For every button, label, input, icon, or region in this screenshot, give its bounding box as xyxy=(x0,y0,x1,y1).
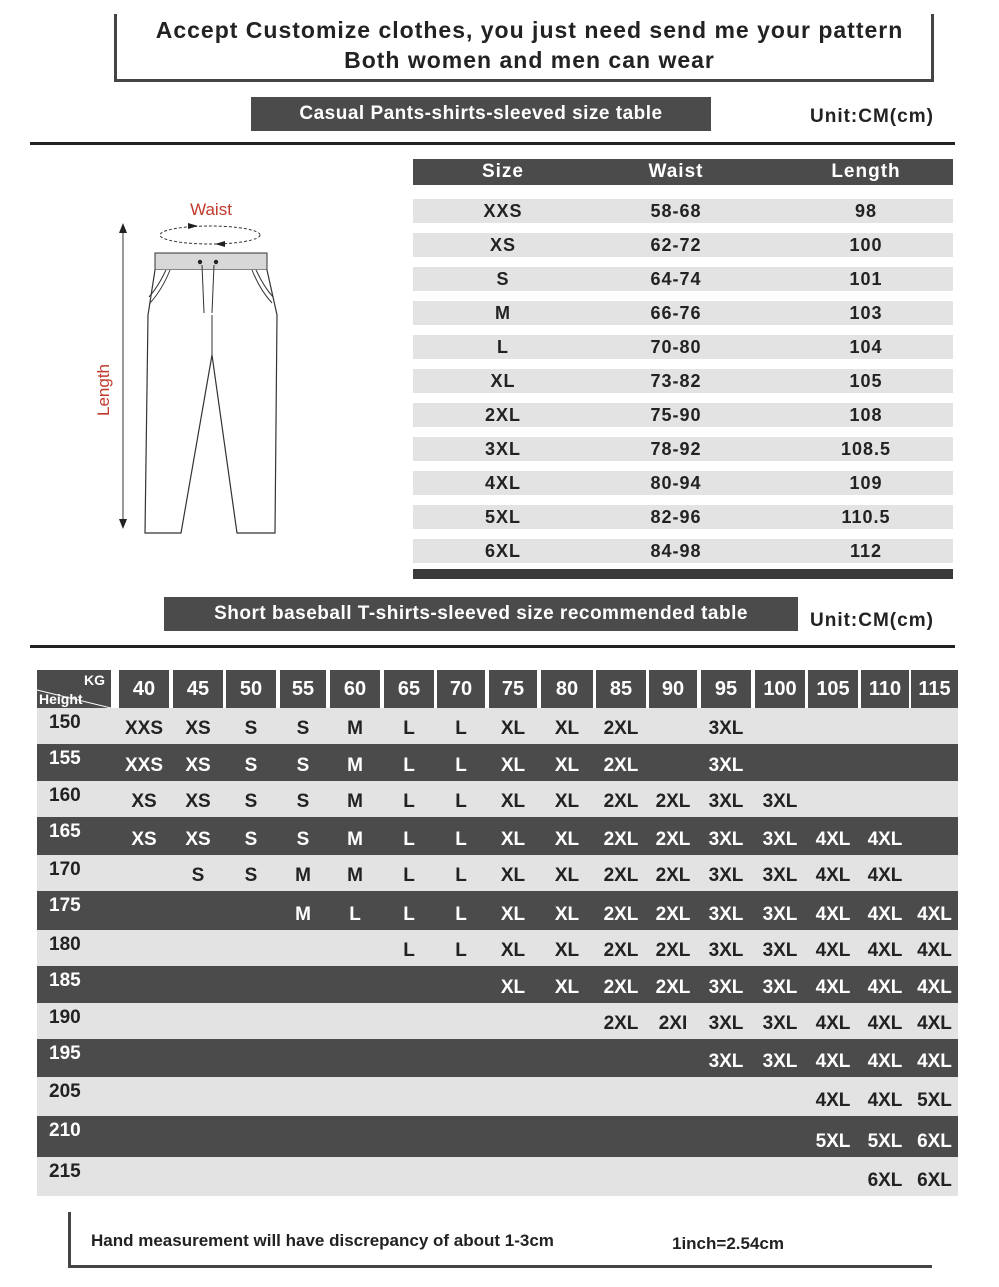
size-cell: 4XL xyxy=(867,1090,903,1111)
recommend-row xyxy=(37,891,958,930)
size-cell: 3XL xyxy=(708,865,744,886)
size-cell: M xyxy=(347,755,363,776)
size-cell: L xyxy=(403,791,415,812)
length-cell: 105 xyxy=(849,371,883,391)
size-cell: L xyxy=(403,940,415,961)
size-cell: 2XL xyxy=(655,904,691,925)
size-cell: 3XL xyxy=(708,940,744,961)
size-cell: 4XL xyxy=(815,1051,851,1072)
size-cell: 4XL xyxy=(917,1051,952,1072)
pants-table-row xyxy=(413,233,953,257)
size-cell: 4XL xyxy=(867,904,903,925)
size-cell: 3XL xyxy=(708,1051,744,1072)
weight-header: 40 xyxy=(119,670,169,708)
size-cell: XL xyxy=(500,829,526,850)
size-cell: 4XL xyxy=(815,940,851,961)
size-cell: 4XL xyxy=(917,977,952,998)
size-cell: XL xyxy=(500,940,526,961)
size-cell: XL xyxy=(554,791,580,812)
size-cell: 2XL xyxy=(603,865,639,886)
pants-table-row xyxy=(413,301,953,325)
size-cell: XXS xyxy=(124,718,164,739)
size-cell: 5XL xyxy=(815,1131,851,1152)
height-cell: 160 xyxy=(49,785,81,806)
size-cell: 4XL xyxy=(867,829,903,850)
pants-table-header xyxy=(413,159,953,185)
size-cell: S xyxy=(496,269,510,289)
size-cell: 3XL xyxy=(708,718,744,739)
recommend-row xyxy=(37,1157,958,1196)
height-cell: 170 xyxy=(49,859,81,880)
height-cell: 180 xyxy=(49,934,81,955)
size-cell: L xyxy=(349,904,361,925)
size-cell: XS xyxy=(185,829,211,850)
size-cell: M xyxy=(347,865,363,886)
recommend-row xyxy=(37,1003,958,1039)
recommend-row xyxy=(37,1039,958,1077)
size-cell: XL xyxy=(500,865,526,886)
size-cell: S xyxy=(244,829,258,850)
pants-table-row xyxy=(413,199,953,223)
weight-header: 105 xyxy=(808,670,858,708)
size-cell: 4XL xyxy=(867,865,903,886)
size-cell: 4XL xyxy=(917,1013,952,1034)
length-cell: 98 xyxy=(854,201,878,221)
waist-cell: 80-94 xyxy=(650,473,702,493)
weight-header: 55 xyxy=(280,670,326,708)
recommend-row xyxy=(37,930,958,966)
weight-header: 75 xyxy=(489,670,537,708)
pants-table-row xyxy=(413,369,953,393)
length-cell: 103 xyxy=(849,303,883,323)
weight-header: 65 xyxy=(384,670,434,708)
pants-table-row xyxy=(413,471,953,495)
size-cell: XS xyxy=(131,791,157,812)
corner-height: Height xyxy=(39,691,83,707)
size-cell: XXS xyxy=(483,201,523,221)
size-cell: 4XL xyxy=(867,977,903,998)
size-cell: S xyxy=(296,791,310,812)
waist-cell: 62-72 xyxy=(650,235,702,255)
col-length: Length xyxy=(831,161,901,182)
size-cell: S xyxy=(244,755,258,776)
size-cell: 4XL xyxy=(815,865,851,886)
header-line-2: Both women and men can wear xyxy=(344,47,715,73)
size-cell: L xyxy=(403,829,415,850)
height-cell: 165 xyxy=(49,821,81,842)
size-cell: XL xyxy=(554,904,580,925)
size-cell: 2XL xyxy=(603,829,639,850)
size-cell: 5XL xyxy=(917,1090,952,1111)
size-cell: 3XL xyxy=(762,977,798,998)
size-cell: 2XL xyxy=(603,791,639,812)
size-cell: XXS xyxy=(124,755,164,776)
size-cell: XL xyxy=(554,977,580,998)
size-cell: 3XL xyxy=(484,439,521,459)
waist-cell: 66-76 xyxy=(650,303,702,323)
size-cell: 4XL xyxy=(867,940,903,961)
size-cell: L xyxy=(455,865,467,886)
recommend-row xyxy=(37,744,958,781)
pants-table-banner: Casual Pants-shirts-sleeved size table xyxy=(251,97,711,131)
recommend-row xyxy=(37,855,958,891)
header-line-1: Accept Customize clothes, you just need send me your pattern xyxy=(155,17,904,43)
size-cell: XS xyxy=(185,718,211,739)
size-cell: S xyxy=(191,865,205,886)
size-cell: S xyxy=(296,755,310,776)
recommend-table-unit: Unit:CM(cm) xyxy=(810,610,934,631)
waist-cell: 64-74 xyxy=(650,269,702,289)
size-cell: 6XL xyxy=(867,1170,903,1191)
weight-header: 70 xyxy=(437,670,485,708)
size-cell: 2XL xyxy=(655,865,691,886)
size-cell: 2XL xyxy=(603,755,639,776)
size-cell: XL xyxy=(554,718,580,739)
recommend-table xyxy=(37,670,958,1196)
size-cell: XS xyxy=(185,755,211,776)
waist-cell: 82-96 xyxy=(650,507,702,527)
length-cell: 108 xyxy=(849,405,883,425)
pants-table-row xyxy=(413,437,953,461)
size-cell: 4XL xyxy=(815,829,851,850)
height-cell: 205 xyxy=(49,1081,81,1102)
height-cell: 195 xyxy=(49,1043,81,1064)
size-cell: 2XI xyxy=(658,1013,688,1034)
size-cell: XL xyxy=(554,829,580,850)
corner-kg: KG xyxy=(84,672,105,688)
pants-table-row xyxy=(413,267,953,291)
size-cell: L xyxy=(403,718,415,739)
size-cell: S xyxy=(244,718,258,739)
waist-cell: 70-80 xyxy=(650,337,702,357)
size-cell: XL xyxy=(554,755,580,776)
waist-cell: 58-68 xyxy=(650,201,702,221)
size-cell: 4XL xyxy=(484,473,521,493)
waist-cell: 73-82 xyxy=(650,371,702,391)
waist-cell: 78-92 xyxy=(650,439,702,459)
size-cell: 2XL xyxy=(603,718,639,739)
size-cell: 3XL xyxy=(708,1013,744,1034)
size-cell: 4XL xyxy=(917,904,952,925)
weight-header: 100 xyxy=(755,670,805,708)
size-cell: M xyxy=(295,865,311,886)
height-cell: 210 xyxy=(49,1120,81,1141)
weight-header: 90 xyxy=(649,670,697,708)
pants-table-footer-bar xyxy=(413,569,953,579)
size-cell: 2XL xyxy=(655,829,691,850)
size-cell: S xyxy=(244,865,258,886)
waist-cell: 75-90 xyxy=(650,405,702,425)
height-cell: 175 xyxy=(49,895,81,916)
recommend-row xyxy=(37,781,958,817)
size-cell: 3XL xyxy=(762,904,798,925)
size-cell: L xyxy=(455,718,467,739)
size-cell: 6XL xyxy=(484,541,521,561)
size-cell: 2XL xyxy=(603,904,639,925)
footer-inch: 1inch=2.54cm xyxy=(672,1234,784,1253)
height-cell: 190 xyxy=(49,1007,81,1028)
size-cell: XL xyxy=(554,940,580,961)
size-cell: 3XL xyxy=(762,865,798,886)
size-cell: 4XL xyxy=(867,1013,903,1034)
size-cell: 4XL xyxy=(917,940,952,961)
size-cell: S xyxy=(296,829,310,850)
length-cell: 104 xyxy=(849,337,883,357)
pants-table-row xyxy=(413,403,953,427)
length-cell: 110.5 xyxy=(841,507,891,527)
size-cell: 4XL xyxy=(815,1090,851,1111)
size-cell: L xyxy=(455,791,467,812)
size-cell: L xyxy=(455,904,467,925)
size-cell: 2XL xyxy=(655,977,691,998)
size-cell: 5XL xyxy=(484,507,521,527)
size-cell: 4XL xyxy=(815,904,851,925)
recommend-row xyxy=(37,1116,958,1157)
size-cell: 3XL xyxy=(708,977,744,998)
size-cell: M xyxy=(495,303,511,323)
weight-header: 60 xyxy=(330,670,380,708)
size-cell: XL xyxy=(500,791,526,812)
size-cell: M xyxy=(347,718,363,739)
size-cell: 2XL xyxy=(484,405,521,425)
weight-header: 85 xyxy=(596,670,646,708)
size-cell: 2XL xyxy=(655,791,691,812)
pants-table-row xyxy=(413,505,953,529)
table-corner xyxy=(37,670,111,708)
pants-table-row xyxy=(413,335,953,359)
weight-header: 110 xyxy=(861,670,909,708)
size-cell: 4XL xyxy=(815,977,851,998)
size-cell: XL xyxy=(500,755,526,776)
length-cell: 101 xyxy=(849,269,883,289)
weight-header: 95 xyxy=(701,670,751,708)
divider xyxy=(30,142,955,145)
height-cell: 150 xyxy=(49,712,81,733)
size-cell: 4XL xyxy=(815,1013,851,1034)
size-cell: XL xyxy=(500,718,526,739)
waist-cell: 84-98 xyxy=(650,541,702,561)
recommend-table-banner: Short baseball T-shirts-sleeved size recommended table xyxy=(164,597,798,631)
height-cell: 215 xyxy=(49,1161,81,1182)
size-cell: 2XL xyxy=(603,940,639,961)
divider xyxy=(30,645,955,648)
size-cell: L xyxy=(403,755,415,776)
weight-header: 45 xyxy=(173,670,223,708)
size-cell: 3XL xyxy=(708,829,744,850)
size-cell: 6XL xyxy=(917,1170,952,1191)
size-cell: M xyxy=(295,904,311,925)
size-cell: XS xyxy=(131,829,157,850)
pants-diagram xyxy=(80,195,300,545)
size-cell: 3XL xyxy=(708,791,744,812)
col-size: Size xyxy=(481,161,525,182)
length-label: Length xyxy=(94,364,113,416)
size-cell: S xyxy=(244,791,258,812)
waist-label: Waist xyxy=(190,200,232,219)
size-cell: XL xyxy=(500,977,526,998)
size-cell: 3XL xyxy=(762,829,798,850)
size-cell: L xyxy=(455,829,467,850)
col-waist: Waist xyxy=(648,161,704,182)
size-cell: XS xyxy=(489,235,516,255)
size-cell: L xyxy=(497,337,509,357)
size-cell: L xyxy=(403,904,415,925)
size-cell: 3XL xyxy=(762,1013,798,1034)
weight-header: 80 xyxy=(541,670,593,708)
pants-table-row xyxy=(413,539,953,563)
pants-table-unit: Unit:CM(cm) xyxy=(810,106,934,127)
recommend-row xyxy=(37,1077,958,1116)
recommend-row xyxy=(37,708,958,744)
size-cell: 3XL xyxy=(708,904,744,925)
weight-header: 50 xyxy=(226,670,276,708)
size-cell: 3XL xyxy=(762,940,798,961)
length-cell: 100 xyxy=(849,235,883,255)
size-cell: XL xyxy=(490,371,516,391)
size-cell: XL xyxy=(500,904,526,925)
recommend-row xyxy=(37,817,958,855)
size-cell: 3XL xyxy=(762,1051,798,1072)
size-cell: L xyxy=(403,865,415,886)
footer-note: Hand measurement will have discrepancy of about 1-3cm xyxy=(91,1231,554,1250)
size-cell: 6XL xyxy=(917,1131,952,1152)
size-cell: 2XL xyxy=(655,940,691,961)
length-cell: 112 xyxy=(849,541,883,561)
size-cell: 3XL xyxy=(762,791,798,812)
size-cell: XS xyxy=(185,791,211,812)
size-cell: 2XL xyxy=(603,1013,639,1034)
size-cell: XL xyxy=(554,865,580,886)
size-cell: 2XL xyxy=(603,977,639,998)
size-cell: S xyxy=(296,718,310,739)
weight-header: 115 xyxy=(911,670,958,708)
size-cell: M xyxy=(347,791,363,812)
size-cell: M xyxy=(347,829,363,850)
height-cell: 185 xyxy=(49,970,81,991)
size-cell: L xyxy=(455,940,467,961)
recommend-row xyxy=(37,966,958,1003)
size-cell: 3XL xyxy=(708,755,744,776)
height-cell: 155 xyxy=(49,748,81,769)
size-cell: 4XL xyxy=(867,1051,903,1072)
size-cell: 5XL xyxy=(867,1131,903,1152)
length-cell: 108.5 xyxy=(840,439,892,459)
size-cell: L xyxy=(455,755,467,776)
length-cell: 109 xyxy=(849,473,883,493)
